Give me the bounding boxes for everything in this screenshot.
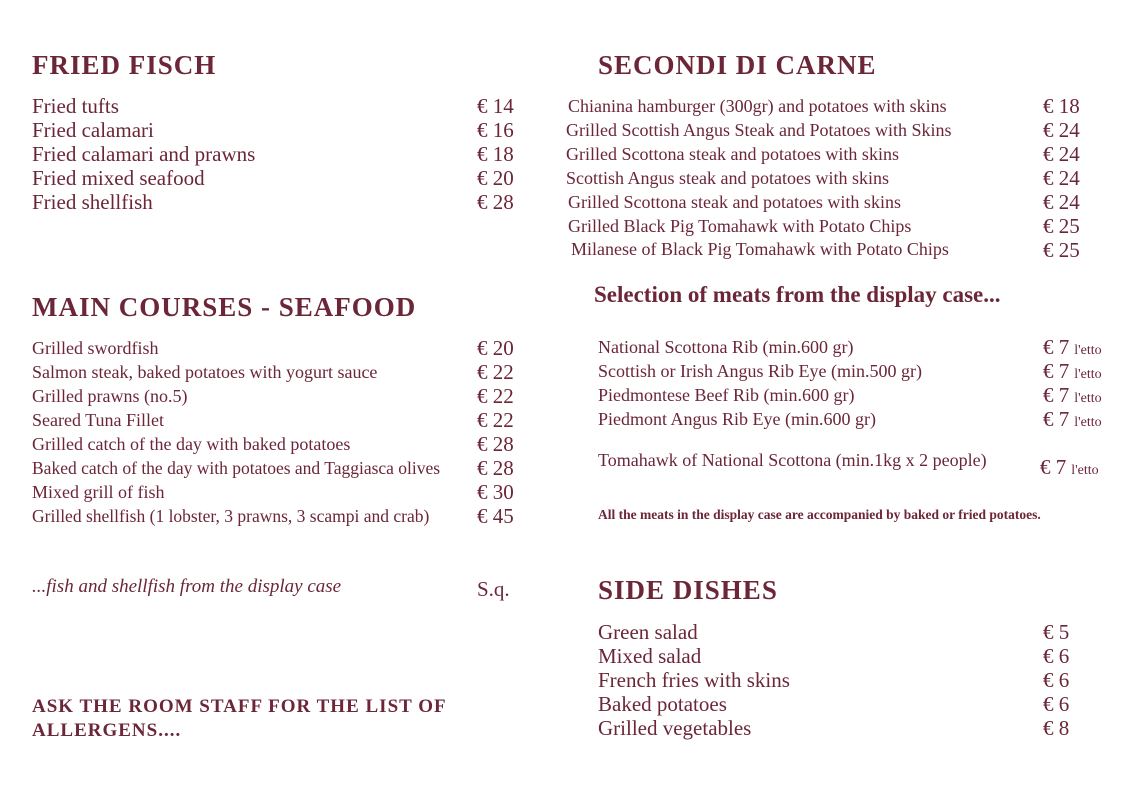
menu-item-price: € 14 xyxy=(477,94,514,118)
menu-item-price: € 25 xyxy=(1043,238,1080,262)
menu-item-name: Piedmontese Beef Rib (min.600 gr) xyxy=(598,385,855,405)
menu-item-name: Mixed salad xyxy=(598,644,702,668)
menu-item-price: € 6 xyxy=(1043,692,1070,716)
allergens-notice-line2: ALLERGENS.... xyxy=(32,720,182,741)
menu-item-name: Grilled shellfish (1 lobster, 3 prawns, 3 scampi and crab) xyxy=(32,506,430,526)
menu-item-price: € 7 l'etto xyxy=(1043,383,1102,407)
menu-item-price: € 24 xyxy=(1043,190,1080,214)
main-seafood-heading: MAIN COURSES - SEAFOOD xyxy=(32,292,417,322)
menu-item-name: Fried calamari and prawns xyxy=(32,142,256,166)
menu-item-price: € 7 l'etto xyxy=(1043,359,1102,383)
menu-item-price: € 20 xyxy=(477,166,514,190)
menu-item-price: € 24 xyxy=(1043,166,1080,190)
menu-item-name: Grilled Scottish Angus Steak and Potatoes with Skins xyxy=(566,120,952,140)
menu-item-name: Seared Tuna Fillet xyxy=(32,410,165,430)
menu-item-name: Milanese of Black Pig Tomahawk with Potato Chips xyxy=(571,239,949,259)
menu-item-name: Grilled prawns (no.5) xyxy=(32,386,188,406)
menu-item-price: € 6 xyxy=(1043,644,1070,668)
menu-item-price: € 28 xyxy=(477,456,514,480)
menu-item-price: € 45 xyxy=(477,504,514,528)
menu-item-name: National Scottona Rib (min.600 gr) xyxy=(598,337,854,357)
menu-item-price: € 6 xyxy=(1043,668,1070,692)
menu-item-name: Grilled swordfish xyxy=(32,338,159,358)
menu-item-name: Scottish Angus steak and potatoes with skins xyxy=(566,168,889,188)
menu-item-name: Green salad xyxy=(598,620,698,644)
menu-item-price: € 22 xyxy=(477,408,514,432)
menu-item-name: Baked catch of the day with potatoes and Taggiasca olives xyxy=(32,458,441,478)
menu-item-price: € 8 xyxy=(1043,716,1070,740)
menu-item-name: Salmon steak, baked potatoes with yogurt sauce xyxy=(32,362,378,382)
menu-item-name: Mixed grill of fish xyxy=(32,482,165,502)
menu-item-name: Grilled catch of the day with baked potatoes xyxy=(32,434,351,454)
menu-item-price: € 24 xyxy=(1043,142,1080,166)
menu-item-name: Tomahawk of National Scottona (min.1kg x 2 people) xyxy=(598,450,987,470)
menu-item-price: € 5 xyxy=(1043,620,1070,644)
menu-item-price: € 22 xyxy=(477,360,514,384)
allergens-notice-line1: ASK THE ROOM STAFF FOR THE LIST OF xyxy=(32,696,447,717)
menu-item-name: French fries with skins xyxy=(598,668,790,692)
menu-item-price: € 28 xyxy=(477,432,514,456)
menu-item-price: € 7 l'etto xyxy=(1040,455,1099,479)
menu-item-name: Fried mixed seafood xyxy=(32,166,205,190)
menu-item-name: Chianina hamburger (300gr) and potatoes with skins xyxy=(568,96,947,116)
display-case-fish-label: ...fish and shellfish from the display case xyxy=(32,576,342,597)
display-meats-heading: Selection of meats from the display case... xyxy=(594,282,1001,307)
menu-item-price: € 30 xyxy=(477,480,514,504)
menu-item-name: Fried shellfish xyxy=(32,190,153,214)
secondi-carne-heading: SECONDI DI CARNE xyxy=(598,50,877,80)
menu-item-name: Fried calamari xyxy=(32,118,154,142)
menu-item-price: € 18 xyxy=(1043,94,1080,118)
display-case-fish-price: S.q. xyxy=(477,577,510,601)
menu-item-price: € 28 xyxy=(477,190,514,214)
menu-item-name: Grilled Black Pig Tomahawk with Potato Chips xyxy=(568,216,912,236)
menu-item-name: Fried tufts xyxy=(32,94,119,118)
menu-item-price: € 20 xyxy=(477,336,514,360)
menu-item-name: Grilled vegetables xyxy=(598,716,752,740)
menu-item-price: € 7 l'etto xyxy=(1043,335,1102,359)
menu-item-price: € 24 xyxy=(1043,118,1080,142)
side-dishes-heading: SIDE DISHES xyxy=(598,575,778,605)
menu-item-name: Piedmont Angus Rib Eye (min.600 gr) xyxy=(598,409,876,429)
menu-item-price: € 18 xyxy=(477,142,514,166)
menu-item-name: Grilled Scottona steak and potatoes with skins xyxy=(568,192,901,212)
menu-item-price: € 22 xyxy=(477,384,514,408)
menu-item-name: Scottish or Irish Angus Rib Eye (min.500 gr) xyxy=(598,361,922,381)
menu-item-name: Baked potatoes xyxy=(598,692,727,716)
menu-item-price: € 25 xyxy=(1043,214,1080,238)
menu-item-name: Grilled Scottona steak and potatoes with skins xyxy=(566,144,899,164)
display-meats-note: All the meats in the display case are accompanied by baked or fried potatoes. xyxy=(598,507,1041,522)
menu-item-price: € 16 xyxy=(477,118,514,142)
menu-item-price: € 7 l'etto xyxy=(1043,407,1102,431)
fried-fish-heading: FRIED FISCH xyxy=(32,50,217,80)
